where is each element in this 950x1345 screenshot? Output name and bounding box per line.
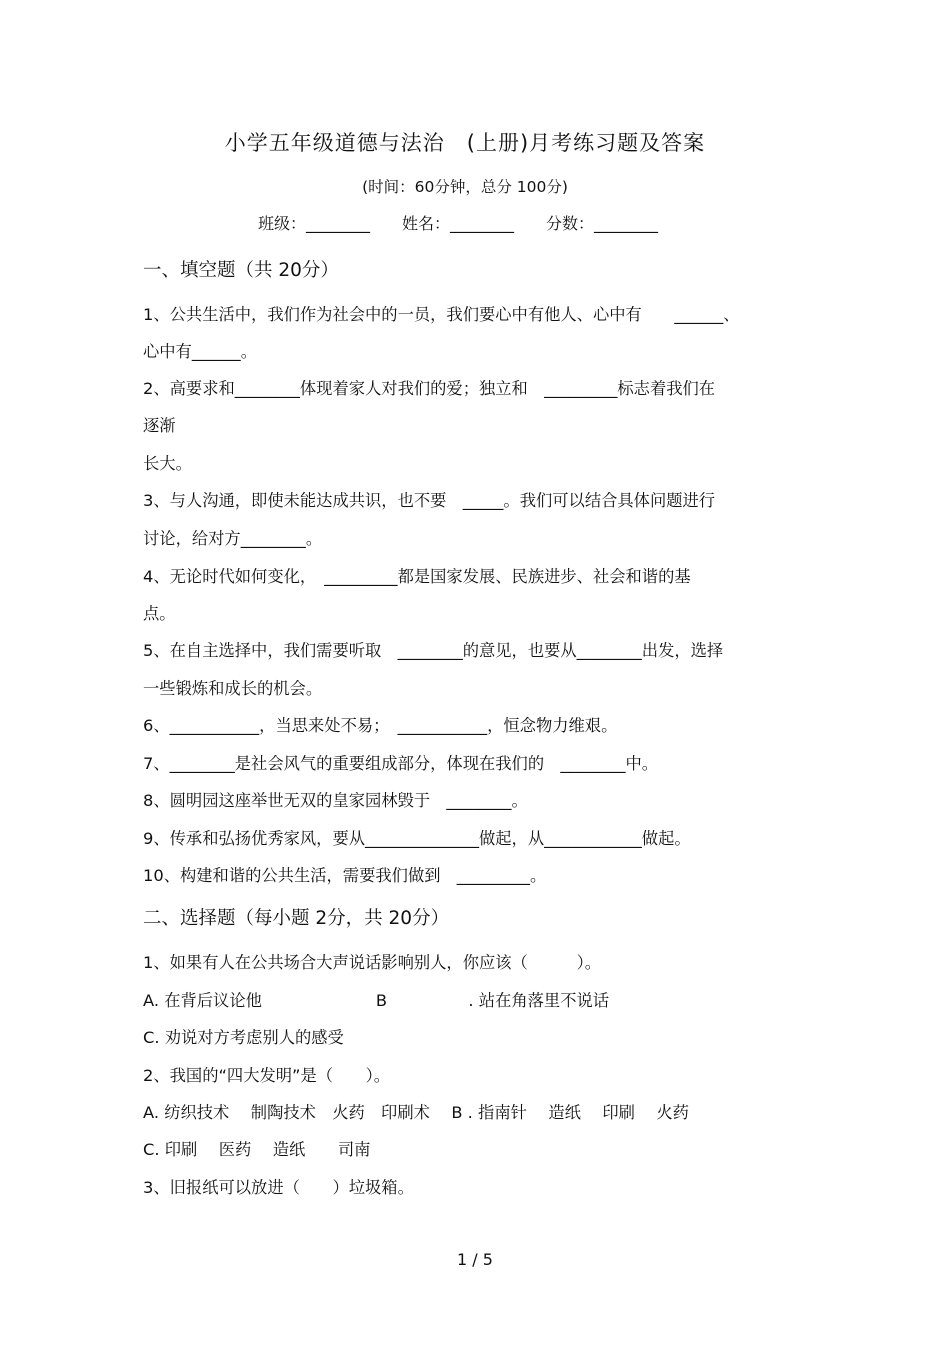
question-line: C. 印刷 医药 造纸 司南 xyxy=(143,1140,371,1159)
question-line: 4、无论时代如何变化， _________都是国家发展、民族进步、社会和谐的基 xyxy=(143,567,691,586)
question-line: 7、________是社会风气的重要组成部分，体现在我们的 ________中。 xyxy=(143,754,659,773)
question-line: 1、公共生活中，我们作为社会中的一员，我们要心中有他人、心中有 ______、 xyxy=(143,305,740,324)
section-heading-multiple-choice: 二、选择题（每小题 2分，共 20分） xyxy=(143,908,450,929)
student-info-line: 班级：________ 姓名：________ 分数：________ xyxy=(258,214,659,233)
section-heading-fill-blank: 一、填空题（共 20分） xyxy=(143,260,339,281)
question-line: 10、构建和谐的公共生活，需要我们做到 _________。 xyxy=(143,866,547,885)
question-line: 9、传承和弘扬优秀家风，要从______________做起，从____________做起。 xyxy=(143,829,691,848)
question-line: 8、圆明园这座举世无双的皇家园林毁于 ________。 xyxy=(143,791,528,810)
question-line: 2、我国的“四大发明”是（ ）。 xyxy=(143,1066,391,1085)
document-title: 小学五年级道德与法治 (上册)月考练习题及答案 xyxy=(224,131,706,155)
page-number: 1 / 5 xyxy=(457,1250,493,1269)
question-line: 3、与人沟通，即使未能达成共识，也不要 _____。我们可以结合具体问题进行 xyxy=(143,491,716,510)
question-line: 一些锻炼和成长的机会。 xyxy=(143,679,323,698)
question-line: 2、高要求和________体现着家人对我们的爱；独立和 _________标志着我们在 xyxy=(143,379,716,398)
question-line: 5、在自主选择中，我们需要听取 ________的意见，也要从________出发，选择 xyxy=(143,641,724,660)
question-line: C. 劝说对方考虑别人的感受 xyxy=(143,1028,344,1047)
question-line: 点。 xyxy=(143,604,176,623)
question-line: 6、___________，当思来处不易； ___________，恒念物力维艰。 xyxy=(143,716,618,735)
question-line: A. 纺织技术 制陶技术 火药 印刷术 B . 指南针 造纸 印刷 火药 xyxy=(143,1103,689,1122)
question-line: 3、旧报纸可以放进（ ）垃圾箱。 xyxy=(143,1178,414,1197)
question-line: 1、如果有人在公共场合大声说话影响别人，你应该（ ）。 xyxy=(143,953,602,972)
question-line: 心中有______。 xyxy=(143,342,257,361)
question-line: A. 在背后议论他 B . 站在角落里不说话 xyxy=(143,991,610,1010)
question-line: 讨论，给对方________。 xyxy=(143,529,323,548)
question-line: 长大。 xyxy=(143,454,192,473)
exam-duration-score: (时间：60分钟，总分 100分) xyxy=(362,178,568,196)
question-line: 逐渐 xyxy=(143,416,176,435)
